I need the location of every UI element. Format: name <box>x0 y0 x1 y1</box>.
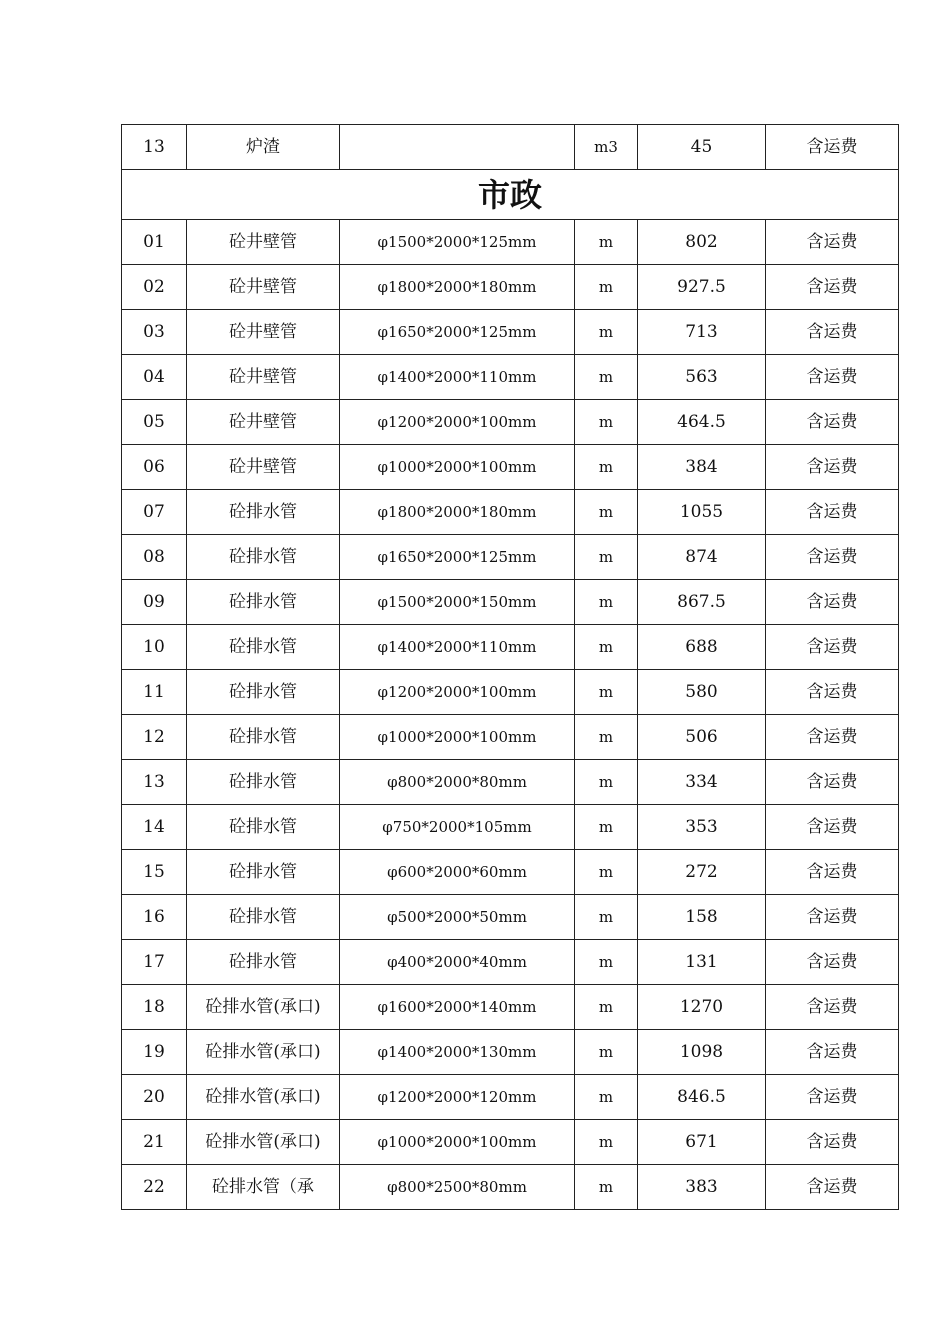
item-name: 砼排水管(承口) <box>187 985 340 1030</box>
row-number: 17 <box>122 940 187 985</box>
row-number: 14 <box>122 805 187 850</box>
item-price: 131 <box>638 940 766 985</box>
item-spec: φ1600*2000*140mm <box>340 985 575 1030</box>
table-row <box>122 805 899 850</box>
item-unit: m <box>575 265 638 310</box>
item-name: 砼排水管 <box>187 805 340 850</box>
item-name: 砼井壁管 <box>187 445 340 490</box>
table-row <box>122 1075 899 1120</box>
item-name: 砼排水管(承口) <box>187 1120 340 1165</box>
item-unit: m <box>575 760 638 805</box>
item-note: 含运费 <box>766 940 899 985</box>
row-number: 22 <box>122 1165 187 1210</box>
item-price: 158 <box>638 895 766 940</box>
item-name: 砼排水管 <box>187 580 340 625</box>
item-price: 688 <box>638 625 766 670</box>
item-spec: φ1000*2000*100mm <box>340 715 575 760</box>
table-row <box>122 400 899 445</box>
item-note: 含运费 <box>766 535 899 580</box>
item-spec: φ500*2000*50mm <box>340 895 575 940</box>
item-price: 802 <box>638 220 766 265</box>
row-number: 06 <box>122 445 187 490</box>
item-spec: φ1800*2000*180mm <box>340 265 575 310</box>
item-note: 含运费 <box>766 1165 899 1210</box>
item-name: 砼排水管 <box>187 535 340 580</box>
item-price: 563 <box>638 355 766 400</box>
table-row <box>122 490 899 535</box>
row-number: 03 <box>122 310 187 355</box>
row-number: 19 <box>122 1030 187 1075</box>
item-spec: φ1400*2000*130mm <box>340 1030 575 1075</box>
table-row <box>122 265 899 310</box>
item-unit: m <box>575 1030 638 1075</box>
table-row <box>122 445 899 490</box>
item-unit: m <box>575 580 638 625</box>
item-note: 含运费 <box>766 715 899 760</box>
item-price: 506 <box>638 715 766 760</box>
item-name: 砼排水管(承口) <box>187 1030 340 1075</box>
item-unit: m <box>575 310 638 355</box>
item-note: 含运费 <box>766 310 899 355</box>
item-unit: m <box>575 1165 638 1210</box>
row-number: 10 <box>122 625 187 670</box>
item-note: 含运费 <box>766 895 899 940</box>
item-spec: φ600*2000*60mm <box>340 850 575 895</box>
item-unit: m <box>575 400 638 445</box>
row-number: 01 <box>122 220 187 265</box>
item-unit: m <box>575 670 638 715</box>
table-row <box>122 1165 899 1210</box>
row-number: 12 <box>122 715 187 760</box>
table-row <box>122 355 899 400</box>
section-title: 市政 <box>122 170 899 220</box>
row-number: 08 <box>122 535 187 580</box>
item-unit: m <box>575 895 638 940</box>
table-row <box>122 1120 899 1165</box>
item-note: 含运费 <box>766 265 899 310</box>
item-price: 927.5 <box>638 265 766 310</box>
item-price: 846.5 <box>638 1075 766 1120</box>
table-row <box>122 580 899 625</box>
item-spec: φ800*2500*80mm <box>340 1165 575 1210</box>
price-table <box>121 124 899 1210</box>
item-note: 含运费 <box>766 400 899 445</box>
item-spec: φ1800*2000*180mm <box>340 490 575 535</box>
item-price: 334 <box>638 760 766 805</box>
item-price: 1098 <box>638 1030 766 1075</box>
item-note: 含运费 <box>766 125 899 170</box>
item-name: 砼排水管 <box>187 895 340 940</box>
item-price: 867.5 <box>638 580 766 625</box>
row-number: 09 <box>122 580 187 625</box>
item-spec: φ1400*2000*110mm <box>340 355 575 400</box>
item-note: 含运费 <box>766 355 899 400</box>
table-row <box>122 310 899 355</box>
price-table-body <box>122 125 899 1210</box>
item-note: 含运费 <box>766 760 899 805</box>
item-unit: m <box>575 1120 638 1165</box>
table-row <box>122 535 899 580</box>
item-price: 272 <box>638 850 766 895</box>
item-name: 砼排水管 <box>187 850 340 895</box>
table-row <box>122 985 899 1030</box>
item-price: 384 <box>638 445 766 490</box>
item-spec: φ1200*2000*120mm <box>340 1075 575 1120</box>
table-row <box>122 125 899 170</box>
item-price: 874 <box>638 535 766 580</box>
item-note: 含运费 <box>766 1030 899 1075</box>
item-name: 砼排水管 <box>187 760 340 805</box>
table-row <box>122 760 899 805</box>
row-number: 04 <box>122 355 187 400</box>
item-note: 含运费 <box>766 220 899 265</box>
item-name: 砼井壁管 <box>187 220 340 265</box>
item-name: 砼排水管 <box>187 625 340 670</box>
item-name: 砼井壁管 <box>187 310 340 355</box>
row-number: 15 <box>122 850 187 895</box>
item-unit: m <box>575 985 638 1030</box>
item-spec: φ1200*2000*100mm <box>340 400 575 445</box>
item-unit: m <box>575 625 638 670</box>
item-spec <box>340 125 575 170</box>
row-number: 18 <box>122 985 187 1030</box>
row-number: 07 <box>122 490 187 535</box>
item-price: 1270 <box>638 985 766 1030</box>
item-note: 含运费 <box>766 580 899 625</box>
section-header-row <box>122 170 899 220</box>
item-note: 含运费 <box>766 1120 899 1165</box>
item-spec: φ1500*2000*150mm <box>340 580 575 625</box>
row-number: 16 <box>122 895 187 940</box>
row-number: 13 <box>122 125 187 170</box>
item-note: 含运费 <box>766 985 899 1030</box>
table-row <box>122 625 899 670</box>
item-spec: φ1650*2000*125mm <box>340 310 575 355</box>
item-spec: φ400*2000*40mm <box>340 940 575 985</box>
item-name: 砼井壁管 <box>187 265 340 310</box>
item-spec: φ1400*2000*110mm <box>340 625 575 670</box>
item-price: 464.5 <box>638 400 766 445</box>
item-name: 砼排水管 <box>187 715 340 760</box>
item-name: 砼排水管(承口) <box>187 1075 340 1120</box>
item-price: 353 <box>638 805 766 850</box>
item-unit: m <box>575 445 638 490</box>
row-number: 11 <box>122 670 187 715</box>
item-note: 含运费 <box>766 850 899 895</box>
item-unit: m3 <box>575 125 638 170</box>
item-spec: φ1650*2000*125mm <box>340 535 575 580</box>
item-spec: φ800*2000*80mm <box>340 760 575 805</box>
item-name: 砼井壁管 <box>187 400 340 445</box>
item-price: 580 <box>638 670 766 715</box>
item-price: 713 <box>638 310 766 355</box>
item-spec: φ1000*2000*100mm <box>340 1120 575 1165</box>
row-number: 02 <box>122 265 187 310</box>
item-unit: m <box>575 715 638 760</box>
item-unit: m <box>575 355 638 400</box>
item-spec: φ1200*2000*100mm <box>340 670 575 715</box>
table-row <box>122 715 899 760</box>
item-name: 砼排水管 <box>187 940 340 985</box>
item-unit: m <box>575 805 638 850</box>
table-row <box>122 940 899 985</box>
item-spec: φ1500*2000*125mm <box>340 220 575 265</box>
item-unit: m <box>575 850 638 895</box>
item-name: 砼井壁管 <box>187 355 340 400</box>
item-price: 383 <box>638 1165 766 1210</box>
item-unit: m <box>575 1075 638 1120</box>
item-name: 砼排水管 <box>187 670 340 715</box>
item-note: 含运费 <box>766 670 899 715</box>
item-name: 砼排水管 <box>187 490 340 535</box>
item-unit: m <box>575 940 638 985</box>
item-note: 含运费 <box>766 445 899 490</box>
row-number: 21 <box>122 1120 187 1165</box>
item-spec: φ750*2000*105mm <box>340 805 575 850</box>
row-number: 05 <box>122 400 187 445</box>
table-row <box>122 1030 899 1075</box>
item-unit: m <box>575 220 638 265</box>
item-note: 含运费 <box>766 805 899 850</box>
item-note: 含运费 <box>766 1075 899 1120</box>
row-number: 13 <box>122 760 187 805</box>
item-note: 含运费 <box>766 625 899 670</box>
item-price: 671 <box>638 1120 766 1165</box>
item-unit: m <box>575 535 638 580</box>
item-spec: φ1000*2000*100mm <box>340 445 575 490</box>
table-row <box>122 850 899 895</box>
table-row <box>122 220 899 265</box>
item-name: 砼排水管（承 <box>187 1165 340 1210</box>
row-number: 20 <box>122 1075 187 1120</box>
item-name: 炉渣 <box>187 125 340 170</box>
item-price: 1055 <box>638 490 766 535</box>
item-note: 含运费 <box>766 490 899 535</box>
table-row <box>122 670 899 715</box>
table-row <box>122 895 899 940</box>
item-price: 45 <box>638 125 766 170</box>
item-unit: m <box>575 490 638 535</box>
